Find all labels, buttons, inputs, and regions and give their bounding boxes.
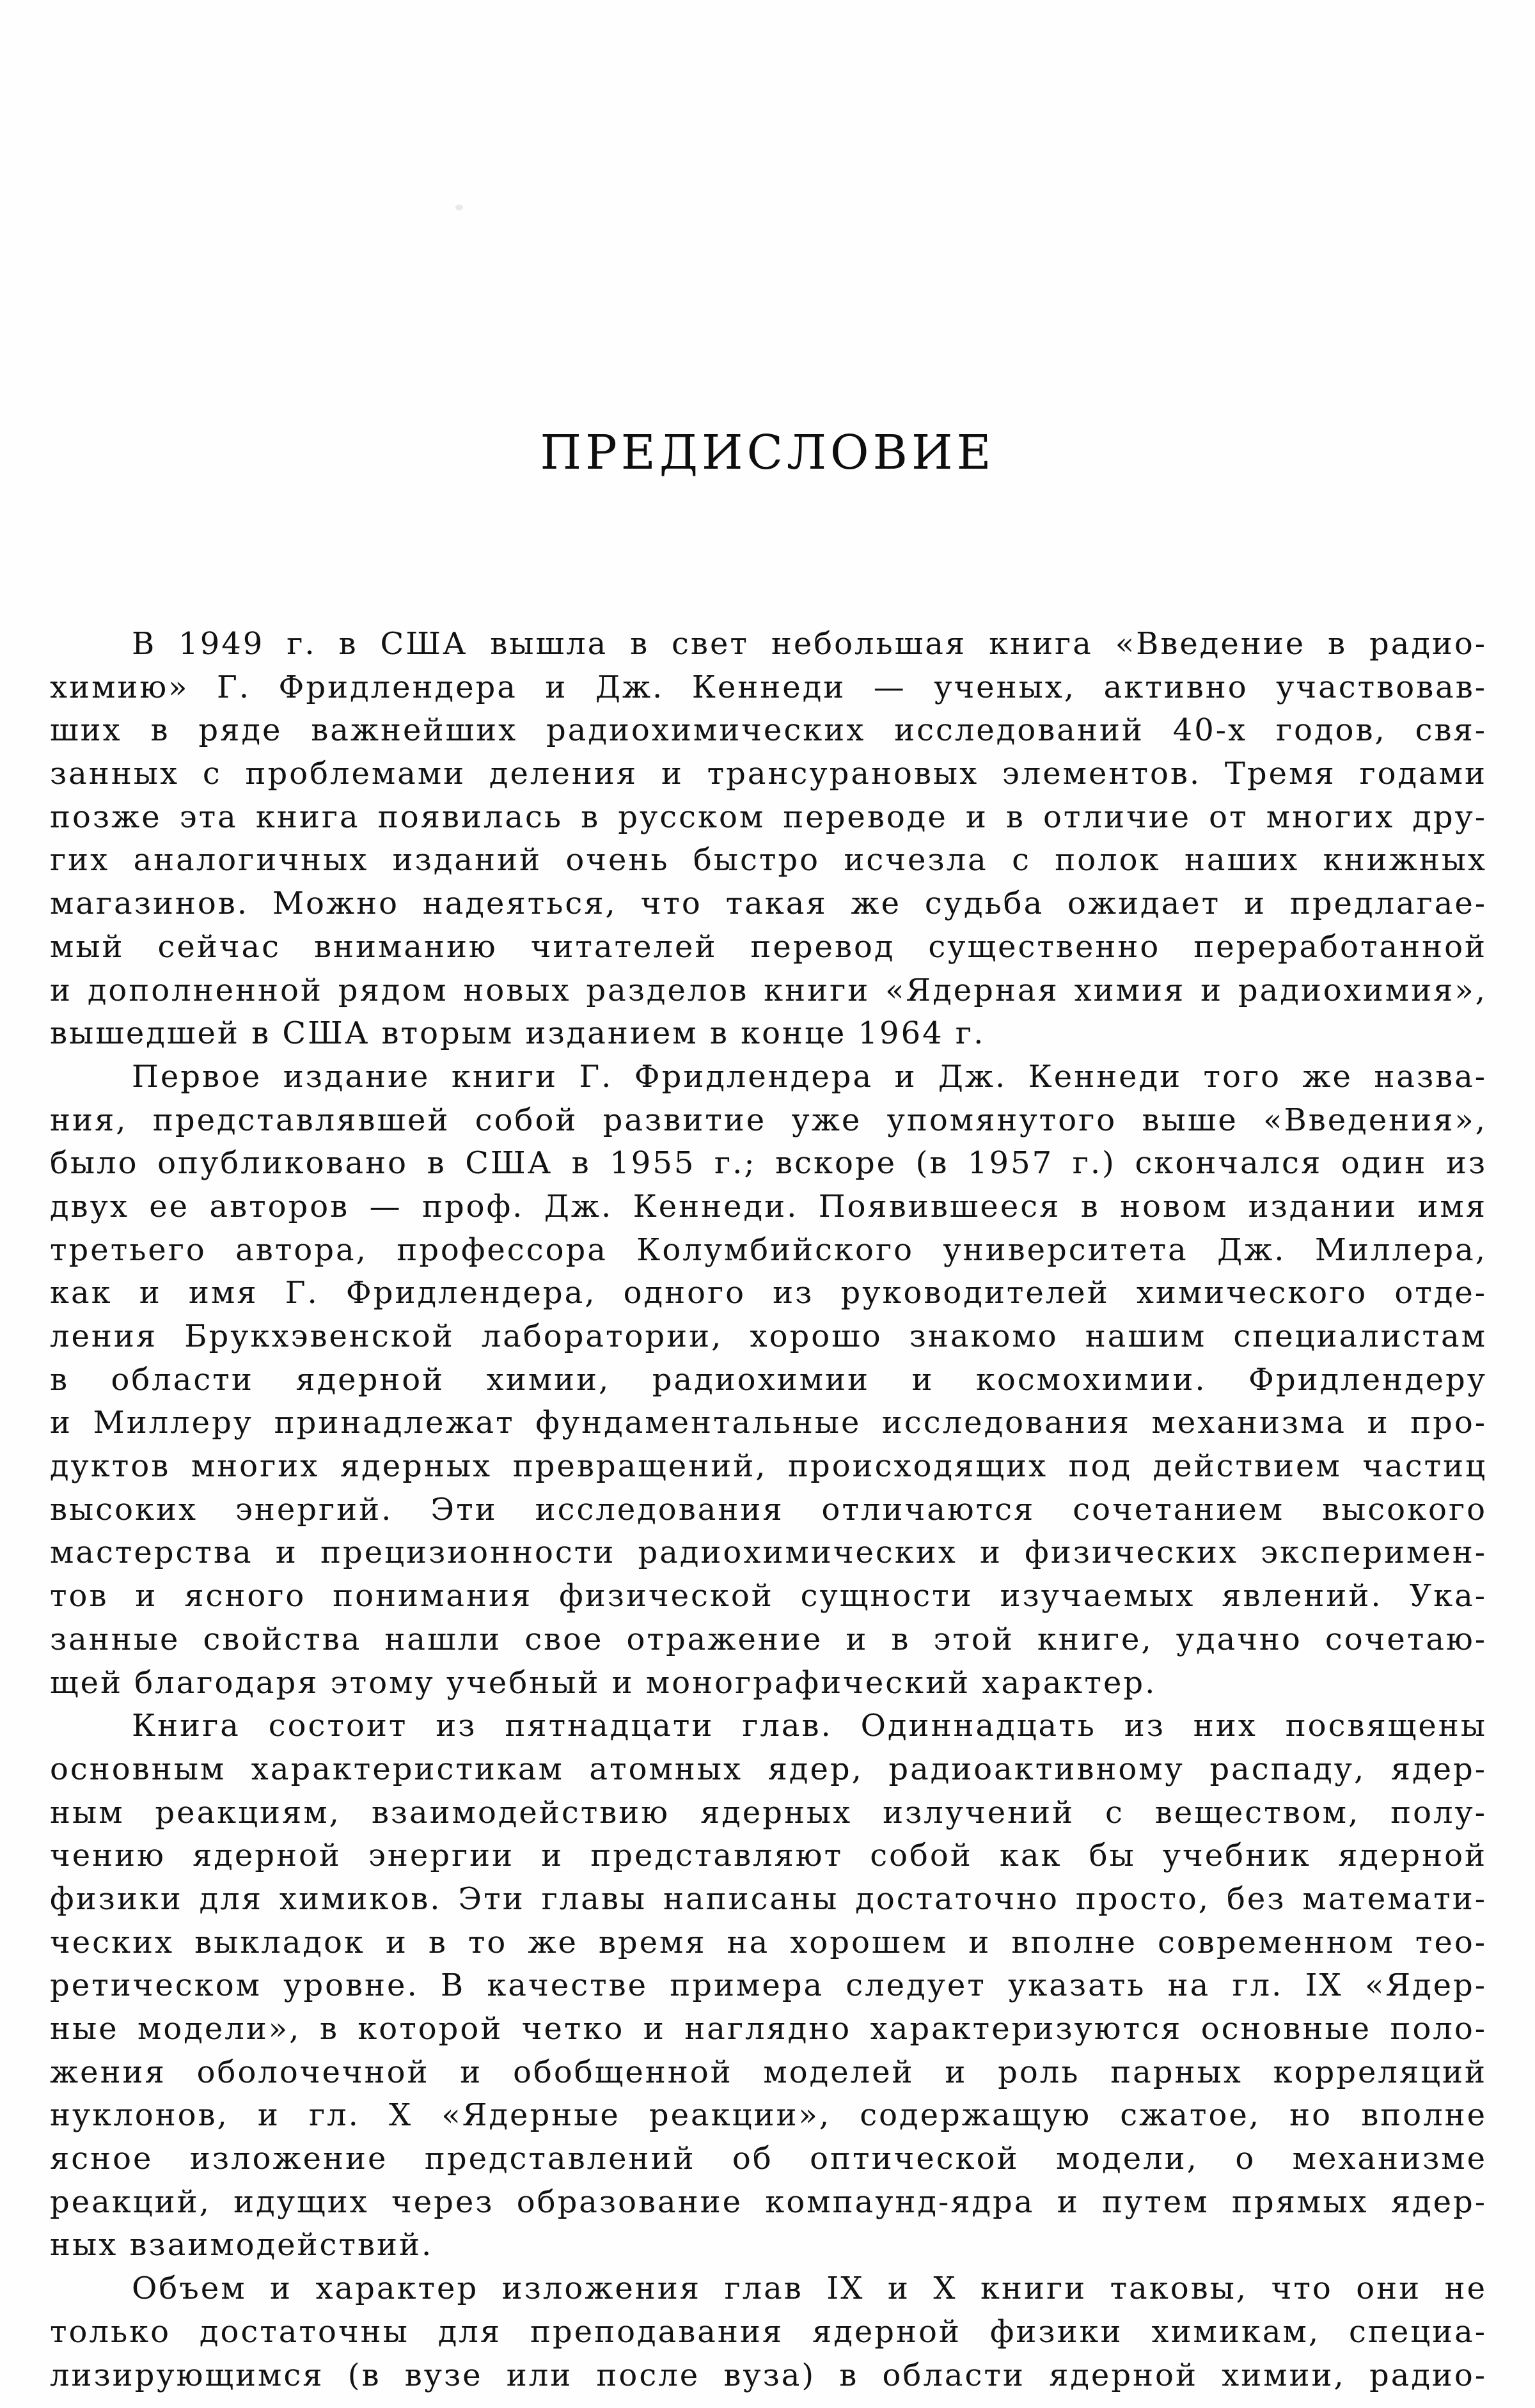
text-line: лизирующимся (в вузе или после вуза) в области ядерной химии, радио-: [50, 2357, 1487, 2393]
text-line: реакций, идущих через образование компаунд-ядра и путем прямых ядер-: [50, 2184, 1487, 2220]
text-line: магазинов. Можно надеяться, что такая же судьба ожидает и предлагае-: [50, 886, 1487, 922]
text-line: мастерства и прецизионности радиохимических и физических эксперимен-: [50, 1535, 1487, 1571]
text-line: вышедшей в США вторым изданием в конце 1964 г.: [50, 1015, 986, 1052]
text-line: ных взаимодействий.: [50, 2227, 434, 2263]
page-title: ПРЕДИСЛОВИЕ: [540, 425, 995, 480]
text-line: ным реакциям, взаимодействию ядерных излучений с веществом, полу-: [50, 1794, 1487, 1831]
text-line: позже эта книга появилась в русском переводе и в отличие от многих дру-: [50, 799, 1487, 835]
text-line: двух ее авторов — проф. Дж. Кеннеди. Появившееся в новом издании имя: [50, 1188, 1487, 1224]
text-line: только достаточны для преподавания ядерной физики химикам, специа-: [50, 2313, 1487, 2350]
text-line: ные модели», в которой четко и наглядно характеризуются основные поло-: [50, 2011, 1487, 2047]
text-line: основным характеристикам атомных ядер, радиоактивному распаду, ядер-: [50, 1751, 1487, 1787]
text-line: ших в ряде важнейших радиохимических исследований 40-х годов, свя-: [50, 712, 1487, 749]
paragraph: [50, 623, 1487, 1056]
text-line: жения оболочечной и обобщенной моделей и роль парных корреляций: [50, 2054, 1487, 2090]
text-line: и дополненной рядом новых разделов книги «Ядерная химия и радиохимия»,: [50, 972, 1487, 1008]
text-line: в области ядерной химии, радиохимии и космохимии. Фридлендеру: [50, 1361, 1487, 1398]
text-line: физики для химиков. Эти главы написаны достаточно просто, без математи-: [50, 1880, 1487, 1917]
text-line: ясное изложение представлений об оптической модели, о механизме: [50, 2141, 1487, 2177]
paragraph: [50, 1705, 1487, 2267]
text-line: щей благодаря этому учебный и монографический характер.: [50, 1664, 1157, 1701]
text-line: химию» Г. Фридлендера и Дж. Кеннеди — ученых, активно участвовав-: [50, 669, 1487, 705]
scan-speck: [455, 205, 463, 210]
paragraph: [50, 1056, 1487, 1705]
text-line: ческих выкладок и в то же время на хорошем и вполне современном тео-: [50, 1924, 1487, 1960]
text-line: занных с проблемами деления и трансурановых элементов. Тремя годами: [50, 756, 1487, 792]
text-line: Первое издание книги Г. Фридлендера и Дж. Кеннеди того же назва-: [132, 1058, 1487, 1095]
text-line: гих аналогичных изданий очень быстро исчезла с полок наших книжных: [50, 842, 1487, 879]
text-line: ретическом уровне. В качестве примера следует указать на гл. IX «Ядер-: [50, 1967, 1487, 2004]
text-line: занные свойства нашли свое отражение и в этой книге, удачно сочетаю-: [50, 1621, 1487, 1657]
text-line: было опубликовано в США в 1955 г.; вскоре (в 1957 г.) скончался один из: [50, 1145, 1487, 1182]
text-line: дуктов многих ядерных превращений, происходящих под действием частиц: [50, 1448, 1487, 1485]
text-line: ления Брукхэвенской лаборатории, хорошо знакомо нашим специалистам: [50, 1318, 1487, 1354]
text-line: мый сейчас вниманию читателей перевод существенно переработанной: [50, 928, 1487, 965]
text-line: и Миллеру принадлежат фундаментальные исследования механизма и про-: [50, 1405, 1487, 1441]
text-line: тов и ясного понимания физической сущности изучаемых явлений. Ука-: [50, 1578, 1487, 1614]
text-line: как и имя Г. Фридлендера, одного из руководителей химического отде-: [50, 1275, 1487, 1311]
paragraph: [50, 2267, 1487, 2397]
text-line: ния, представлявшей собой развитие уже упомянутого выше «Введения»,: [50, 1102, 1487, 1138]
text-line: Объем и характер изложения глав IX и X книги таковы, что они не: [132, 2271, 1487, 2307]
preface-text: [50, 623, 1487, 2397]
text-line: нуклонов, и гл. X «Ядерные реакции», содержащую сжатое, но вполне: [50, 2097, 1487, 2134]
text-line: В 1949 г. в США вышла в свет небольшая книга «Введение в радио-: [132, 626, 1487, 662]
text-line: третьего автора, профессора Колумбийского университета Дж. Миллера,: [50, 1231, 1487, 1268]
text-line: чению ядерной энергии и представляют собой как бы учебник ядерной: [50, 1838, 1487, 1874]
text-line: высоких энергий. Эти исследования отличаются сочетанием высокого: [50, 1491, 1487, 1528]
text-line: Книга состоит из пятнадцати глав. Одиннадцать из них посвящены: [132, 1708, 1487, 1744]
